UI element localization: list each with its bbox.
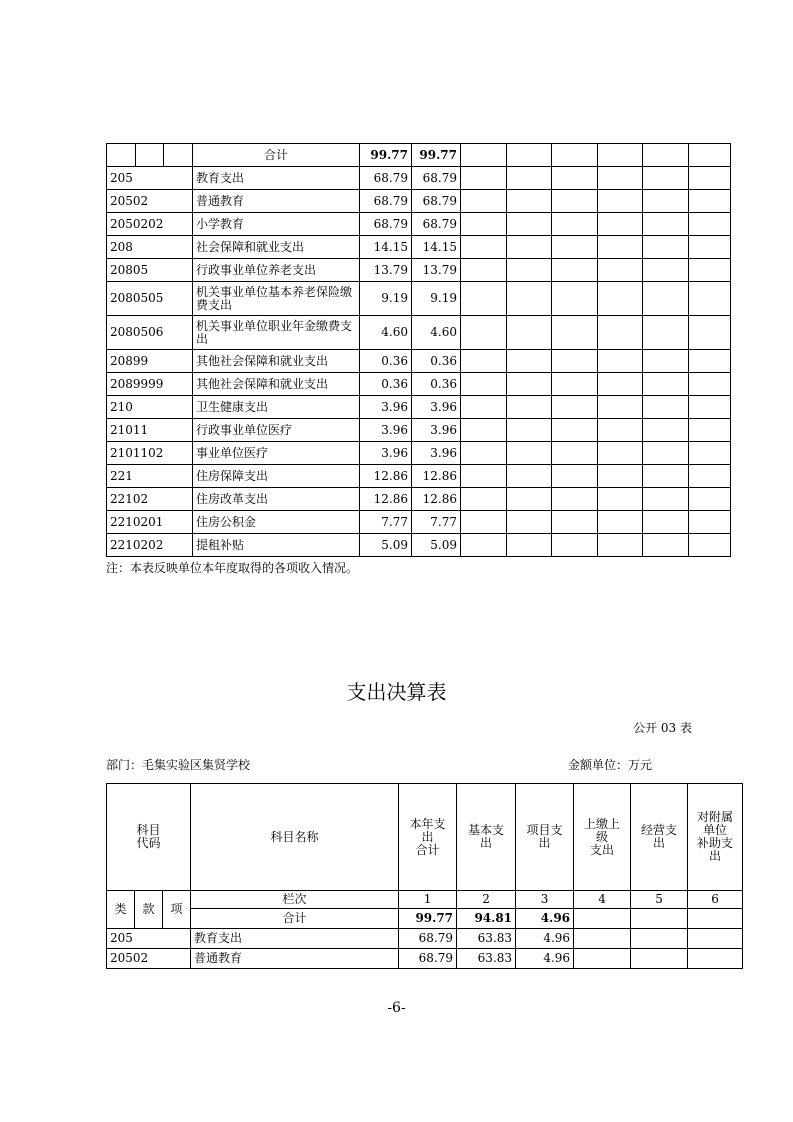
col-num: 5 — [631, 891, 688, 909]
table-row: 20502 普通教育 68.79 63.83 4.96 — [107, 949, 743, 969]
income-table-continued — [106, 143, 731, 557]
col-num: 6 — [688, 891, 743, 909]
table-row: 20502 普通教育 68.79 68.79 — [107, 190, 731, 213]
table-row: 208 社会保障和就业支出 14.15 14.15 — [107, 236, 731, 259]
table-row: 2080505 机关事业单位基本养老保险缴费支出 9.19 9.19 — [107, 282, 731, 316]
table-row: 2080506 机关事业单位职业年金缴费支出 4.60 4.60 — [107, 316, 731, 350]
table-row: 205 教育支出 68.79 68.79 — [107, 167, 731, 190]
total-row: 合计 99.77 99.77 — [107, 144, 731, 167]
table-note: 注：本表反映单位本年度取得的各项收入情况。 — [106, 561, 359, 575]
header-c6: 对附属 单位 补助支 出 — [688, 784, 743, 891]
table-row: 2089999 其他社会保障和就业支出 0.36 0.36 — [107, 373, 731, 396]
header-c1: 本年支 出 合计 — [399, 784, 457, 891]
table-row: 20805 行政事业单位养老支出 13.79 13.79 — [107, 259, 731, 282]
header-xiang: 项 — [163, 891, 191, 929]
department-label: 部门：毛集实验区集贤学校 — [106, 758, 251, 772]
header-code: 科目 代码 — [107, 784, 191, 891]
table-row: 2210202 提租补贴 5.09 5.09 — [107, 534, 731, 557]
amount-unit-label: 金额单位：万元 — [568, 758, 653, 772]
header-lei: 类 — [107, 891, 135, 929]
header-c5: 经营支 出 — [631, 784, 688, 891]
table-row: 22102 住房改革支出 12.86 12.86 — [107, 488, 731, 511]
col-num: 1 — [399, 891, 457, 909]
table-number: 公开 03 表 — [633, 721, 692, 735]
header-c3: 项目支 出 — [516, 784, 574, 891]
header-c4: 上缴上 级 支出 — [574, 784, 631, 891]
table-row: 2101102 事业单位医疗 3.96 3.96 — [107, 442, 731, 465]
table-row: 2210201 住房公积金 7.77 7.77 — [107, 511, 731, 534]
col-num: 2 — [457, 891, 516, 909]
table-row: 20899 其他社会保障和就业支出 0.36 0.36 — [107, 350, 731, 373]
expenditure-table — [106, 783, 743, 969]
header-kuan: 款 — [135, 891, 163, 929]
header-lanci: 栏次 — [191, 891, 399, 909]
header-name: 科目名称 — [191, 784, 399, 891]
table-row: 210 卫生健康支出 3.96 3.96 — [107, 396, 731, 419]
col-num: 4 — [574, 891, 631, 909]
col-num: 3 — [516, 891, 574, 909]
total-row: 合计 99.77 94.81 4.96 — [107, 909, 743, 929]
page-title: 支出决算表 — [346, 680, 447, 704]
table-row: 205 教育支出 68.79 63.83 4.96 — [107, 929, 743, 949]
page-number: -6- — [387, 1000, 406, 1016]
table-row: 21011 行政事业单位医疗 3.96 3.96 — [107, 419, 731, 442]
header-c2: 基本支 出 — [457, 784, 516, 891]
table-row: 221 住房保障支出 12.86 12.86 — [107, 465, 731, 488]
table-row: 2050202 小学教育 68.79 68.79 — [107, 213, 731, 236]
